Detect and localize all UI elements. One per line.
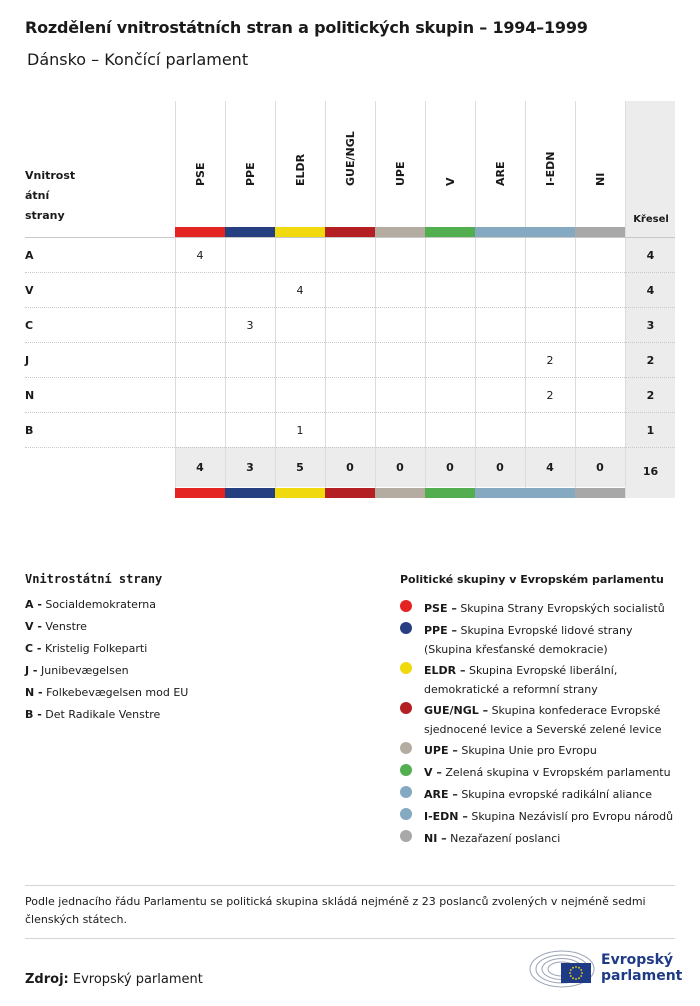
party-total-cell: 3 (646, 319, 655, 332)
seat-count-cell: 4 (296, 284, 304, 297)
group-color-dot-icon (400, 742, 412, 754)
group-sum-cell: 0 (346, 461, 354, 474)
party-legend-item (25, 642, 147, 655)
party-legend-item (25, 598, 156, 611)
group-legend-name: Nezařazení poslanci (450, 832, 561, 845)
group-legend-name: Skupina evropské radikální aliance (461, 788, 652, 801)
groups-legend-title: Politické skupiny v Evropském parlamentu (400, 573, 664, 586)
eu-star-icon (578, 977, 580, 979)
group-legend-code: I-EDN – (424, 810, 468, 823)
party-legend-code: N - (25, 686, 43, 699)
group-color-bar (575, 488, 625, 498)
row-separator (25, 447, 675, 448)
party-legend-name: Junibevægelsen (41, 664, 129, 677)
divider (25, 938, 675, 939)
group-legend-text (424, 763, 682, 782)
group-color-bar (375, 227, 425, 237)
row-separator (25, 307, 675, 308)
row-separator (25, 377, 675, 378)
seat-count-cell: 2 (546, 354, 554, 367)
party-legend-code: B - (25, 708, 42, 721)
seat-count-cell: 1 (296, 424, 304, 437)
group-sum-cell: 0 (596, 461, 604, 474)
group-legend-name: Skupina Evropské liberální, demokratické a reformní strany (424, 664, 618, 696)
column-divider (625, 101, 626, 498)
group-sum-cell: 3 (246, 461, 254, 474)
row-separator (25, 412, 675, 413)
group-sum-cell: 0 (446, 461, 454, 474)
hemicycle-icon (528, 945, 600, 990)
group-legend-code: V – (424, 766, 442, 779)
party-total-cell: 2 (646, 354, 655, 367)
group-legend-code: UPE – (424, 744, 458, 757)
group-color-bar (225, 488, 275, 498)
column-divider (225, 101, 226, 498)
european-parliament-logo (528, 945, 683, 990)
grand-total-cell: 16 (642, 465, 659, 478)
party-legend-code: J - (25, 664, 38, 677)
party-legend-name: Det Radikale Venstre (45, 708, 161, 721)
group-legend-name: Skupina Evropské lidové strany (Skupina křesťanské demokracie) (424, 624, 633, 656)
eu-star-icon (580, 975, 582, 977)
party-legend-item (25, 664, 129, 677)
party-legend-item (25, 686, 188, 699)
row-separator (25, 272, 675, 273)
party-total-cell: 4 (646, 284, 655, 297)
parties-legend-title: Vnitrostátní strany (25, 572, 163, 586)
party-code: J (25, 354, 30, 367)
eu-star-icon (569, 972, 571, 974)
header-rule (25, 237, 675, 238)
seat-distribution-table (25, 101, 675, 498)
column-divider (175, 101, 176, 498)
group-color-bar (175, 227, 225, 237)
party-legend-code: C - (25, 642, 42, 655)
group-legend-code: NI – (424, 832, 447, 845)
party-total-cell: 2 (646, 389, 655, 402)
group-legend-text (424, 741, 682, 760)
party-legend-name: Folkebevægelsen mod EU (46, 686, 189, 699)
group-legend-text (424, 621, 682, 659)
source-line (25, 972, 203, 987)
eu-star-icon (578, 967, 580, 969)
group-header-ni: NI (594, 172, 607, 186)
group-color-dot-icon (400, 600, 412, 612)
group-header-iedn: I-EDN (544, 151, 557, 186)
party-legend-item (25, 708, 160, 721)
party-code: V (25, 284, 34, 297)
group-header-are: ARE (494, 161, 507, 186)
group-header-upe: UPE (394, 161, 407, 186)
eu-flag-icon (561, 963, 591, 983)
group-legend-name: Skupina Strany Evropských socialistů (460, 602, 665, 615)
group-legend-name: Zelená skupina v Evropském parlamentu (445, 766, 671, 779)
group-legend-code: ELDR – (424, 664, 466, 677)
group-header-guengl: GUE/NGL (344, 131, 357, 186)
group-color-bar (525, 488, 575, 498)
group-color-bar (325, 227, 375, 237)
page-subtitle: Dánsko – Končící parlament (27, 50, 249, 69)
group-color-dot-icon (400, 764, 412, 776)
group-header-pse: PSE (194, 162, 207, 186)
group-legend-name: Skupina Nezávislí pro Evropu národů (471, 810, 674, 823)
total-column-background (626, 101, 675, 498)
group-header-v: V (444, 177, 457, 186)
party-total-cell: 1 (646, 424, 655, 437)
eu-star-icon (581, 972, 583, 974)
group-sum-cell: 5 (296, 461, 304, 474)
group-sum-cell: 4 (546, 461, 554, 474)
footnote: Podle jednacího řádu Parlamentu se politická skupina skládá nejméně z 23 poslanců zvolených v nejméně sedmi členských státech. (25, 895, 646, 926)
column-divider (425, 101, 426, 498)
party-legend-code: A - (25, 598, 42, 611)
seat-count-cell: 3 (246, 319, 254, 332)
party-legend-name: Venstre (45, 620, 87, 633)
party-code: C (25, 319, 34, 332)
source-value: Evropský parlament (72, 972, 203, 987)
group-sum-cell: 4 (196, 461, 204, 474)
group-legend-code: GUE/NGL – (424, 704, 489, 717)
party-legend-code: V - (25, 620, 42, 633)
party-code: N (25, 389, 35, 402)
group-color-dot-icon (400, 808, 412, 820)
group-sum-cell: 0 (396, 461, 404, 474)
column-divider (525, 101, 526, 498)
party-code: A (25, 249, 34, 262)
group-color-bar (325, 488, 375, 498)
row-header-label: Vnitrost átní strany (25, 169, 76, 222)
group-color-bar (275, 227, 325, 237)
group-legend-text (424, 785, 682, 804)
party-legend-name: Kristelig Folkeparti (44, 642, 148, 655)
page-title: Rozdělení vnitrostátních stran a politických skupin – 1994–1999 (25, 18, 588, 37)
eu-star-icon (580, 969, 582, 971)
group-color-bar (225, 227, 275, 237)
group-legend-name: Skupina Unie pro Evropu (461, 744, 597, 757)
group-legend-text (424, 599, 682, 618)
group-legend-code: ARE – (424, 788, 458, 801)
group-color-bar (575, 227, 625, 237)
party-total-cell: 4 (646, 249, 655, 262)
group-color-bar (425, 488, 475, 498)
group-color-bar (175, 488, 225, 498)
seat-count-cell: 4 (196, 249, 204, 262)
total-column-header: Křesel (633, 214, 669, 225)
eu-star-icon (575, 978, 577, 980)
seat-count-cell: 2 (546, 389, 554, 402)
group-color-bar (475, 227, 525, 237)
logo-wordmark: Evropský parlament (601, 952, 683, 984)
row-separator (25, 342, 675, 343)
group-legend-text (424, 807, 682, 826)
eu-star-icon (572, 967, 574, 969)
column-divider (575, 101, 576, 498)
group-color-dot-icon (400, 702, 412, 714)
column-divider (375, 101, 376, 498)
group-color-bar (525, 227, 575, 237)
party-legend-name: Socialdemokraterna (45, 598, 156, 611)
group-color-dot-icon (400, 622, 412, 634)
group-color-bar (425, 227, 475, 237)
group-legend-text (424, 701, 682, 739)
group-color-dot-icon (400, 662, 412, 674)
column-divider (475, 101, 476, 498)
party-code: B (25, 424, 34, 437)
eu-star-icon (572, 977, 574, 979)
group-legend-code: PPE – (424, 624, 457, 637)
group-legend-text (424, 829, 682, 848)
eu-star-icon (575, 966, 577, 968)
group-color-dot-icon (400, 830, 412, 842)
group-legend-name: Skupina konfederace Evropské sjednocené levice a Severské zelené levice (424, 704, 662, 736)
group-legend-code: PSE – (424, 602, 457, 615)
group-sum-cell: 0 (496, 461, 504, 474)
column-divider (325, 101, 326, 498)
group-color-bar (475, 488, 525, 498)
eu-star-icon (570, 975, 572, 977)
group-color-bar (375, 488, 425, 498)
eu-star-icon (570, 969, 572, 971)
group-color-dot-icon (400, 786, 412, 798)
group-color-bar (275, 488, 325, 498)
source-label: Zdroj: (25, 972, 69, 987)
group-header-ppe: PPE (244, 162, 257, 186)
divider (25, 885, 675, 886)
column-divider (275, 101, 276, 498)
group-legend-text (424, 661, 682, 699)
group-header-eldr: ELDR (294, 153, 307, 186)
party-legend-item (25, 620, 87, 633)
